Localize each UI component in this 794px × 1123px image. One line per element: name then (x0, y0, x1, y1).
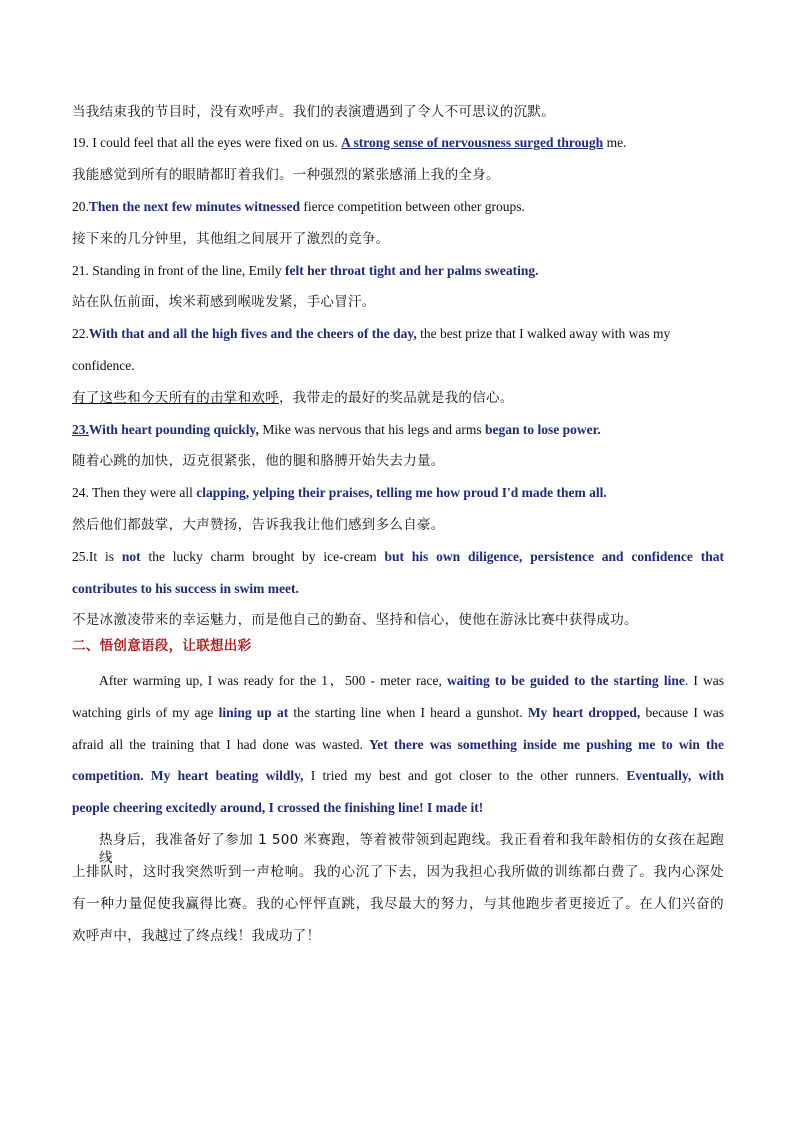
translation-20: 接下来的几分钟里，其他组之间展开了激烈的竞争。 (72, 231, 390, 247)
translation-19: 我能感觉到所有的眼睛都盯着我们。一种强烈的紧张感涌上我的全身。 (72, 167, 500, 183)
sentence-19: 19. I could feel that all the eyes were fixed on us. A strong sense of nervousness surged through me. (72, 135, 627, 150)
passage-line-5: people cheering excitedly around, I crossed the finishing line! I made it! (72, 800, 484, 815)
translation-23: 随着心跳的加快，迈克很紧张，他的腿和胳膊开始失去力量。 (72, 453, 445, 469)
sentence-21: 21. Standing in front of the line, Emily felt her throat tight and her palms sweating. (72, 263, 539, 278)
passage-line-4: competition. My heart beating wildly, I tried my best and got closer to the other runners. Eventually, with (72, 768, 724, 783)
passage-line-3: afraid all the training that I had done was wasted. Yet there was something inside me pushing me to win the (72, 737, 724, 752)
translation-22: 有了这些和今天所有的击掌和欢呼，我带走的最好的奖品就是我的信心。 (72, 390, 514, 406)
section-heading: 二、悟创意语段，让联想出彩 (72, 638, 252, 654)
translation-line-3: 有一种力量促使我赢得比赛。我的心怦怦直跳，我尽最大的努力，与其他跑步者更接近了。在人们兴奋的 (72, 896, 724, 912)
sentence-23: 23.With heart pounding quickly, Mike was nervous that his legs and arms began to lose power. (72, 422, 601, 437)
sentence-22-cont: confidence. (72, 358, 135, 373)
sentence-24: 24. Then they were all clapping, yelping their praises, telling me how proud I'd made them all. (72, 485, 607, 500)
translation-line-4: 欢呼声中，我越过了终点线！我成功了！ (72, 928, 321, 944)
translation-line-1: 热身后，我准备好了参加 1 500 米赛跑，等着被带领到起跑线。我正看着和我年龄相仿的女孩在起跑线 (99, 832, 724, 866)
sentence-25-cont: contributes to his success in swim meet. (72, 581, 299, 596)
sentence-22: 22.With that and all the high fives and the cheers of the day, the best prize that I walked away with was my (72, 326, 671, 341)
translation-18: 当我结束我的节目时，没有欢呼声。我们的表演遭遇到了令人不可思议的沉默。 (72, 104, 555, 120)
translation-21: 站在队伍前面，埃米莉感到喉咙发紧，手心冒汗。 (72, 294, 376, 310)
passage-line-1: After warming up, I was ready for the 1，500 - meter race, waiting to be guided to the starting line. I was (99, 673, 724, 688)
translation-line-2: 上排队时，这时我突然听到一声枪响。我的心沉了下去，因为我担心我所做的训练都白费了。我内心深处 (72, 864, 724, 880)
sentence-25: 25.It is not the lucky charm brought by ice-cream but his own diligence, persistence and confidence that (72, 549, 724, 564)
sentence-20: 20.Then the next few minutes witnessed fierce competition between other groups. (72, 199, 525, 214)
translation-25: 不是冰激凌带来的幸运魅力，而是他自己的勤奋、坚持和信心，使他在游泳比赛中获得成功。 (72, 612, 638, 628)
passage-line-2: watching girls of my age lining up at the starting line when I heard a gunshot. My heart dropped, because I was (72, 705, 725, 720)
translation-24: 然后他们都鼓掌，大声赞扬，告诉我我让他们感到多么自豪。 (72, 517, 445, 533)
